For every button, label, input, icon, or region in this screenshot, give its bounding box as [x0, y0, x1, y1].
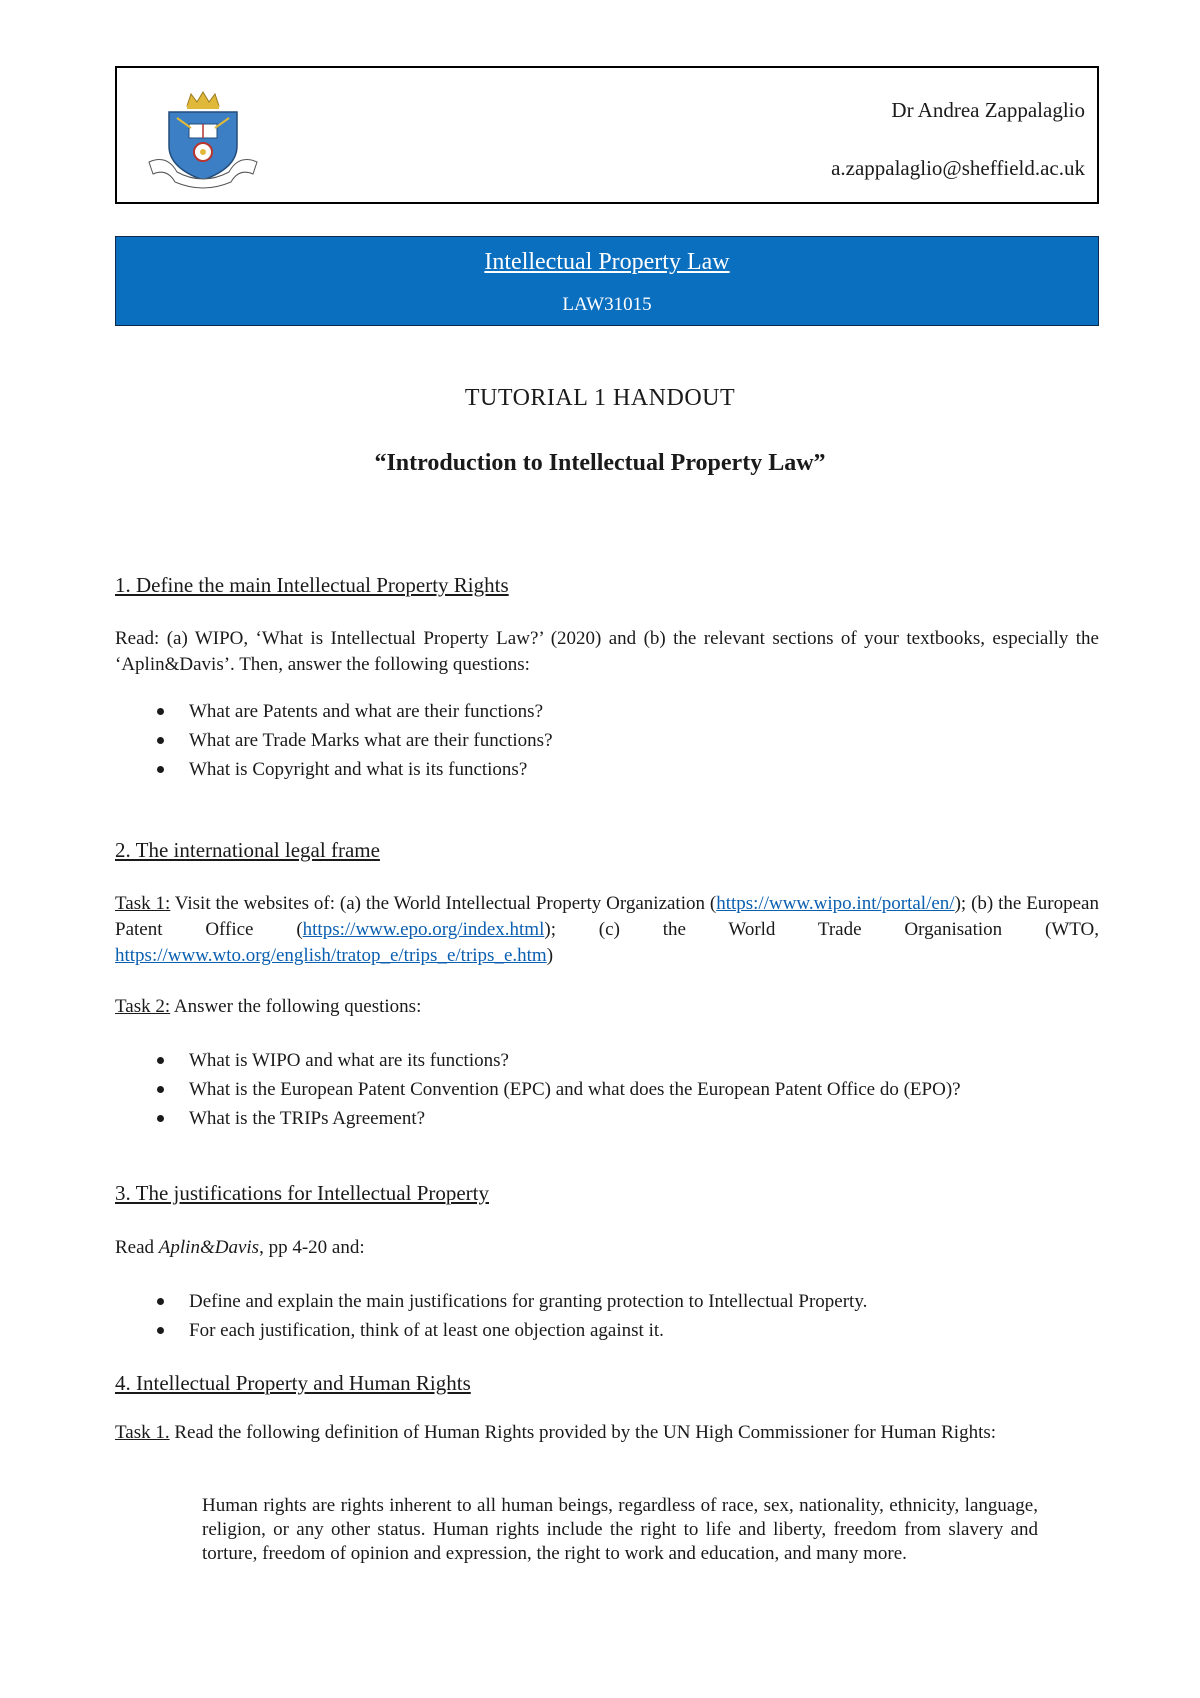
section-1-intro: Read: (a) WIPO, ‘What is Intellectual Property Law?’ (2020) and (b) the relevant sections of your textbooks, especially the ‘Aplin&Davis’. Then, answer the following questions:: [115, 628, 1099, 675]
task-label: Task 1.: [115, 1422, 170, 1443]
page-subtitle: “Introduction to Intellectual Property Law”: [374, 450, 826, 476]
page-title: TUTORIAL 1 HANDOUT: [464, 385, 736, 411]
list-item: What is the European Patent Convention (EPC) and what does the European Patent Office do (EPO)?: [115, 1075, 1099, 1104]
list-item: What are Trade Marks what are their functions?: [115, 726, 1099, 755]
task-label: Task 1:: [115, 893, 171, 914]
section-1-list: [115, 697, 1099, 784]
course-title: Intellectual Property Law: [484, 249, 730, 275]
list-item: What are Patents and what are their functions?: [115, 697, 1099, 726]
human-rights-quote: Human rights are rights inherent to all human beings, regardless of race, sex, nationality, ethnicity, language, religion, or any other status. Human rights include the right to life and liberty, freedom from slavery and torture, freedom of opinion and expression, the right to work and education, and many more.: [202, 1495, 1038, 1564]
section-2-task1: Task 1: Visit the websites of: (a) the World Intellectual Property Organization (https://www.wipo.int/portal/en/); (b) the European Patent Office (https://www.epo.org/index.html); (c) the World Trade Organisation (WTO, https://www.wto.org/english/tratop_e/trips_e/trips_e.htm): [115, 893, 1099, 966]
course-code: LAW31015: [562, 294, 652, 315]
author-email[interactable]: a.zappalaglio@sheffield.ac.uk: [831, 156, 1085, 180]
section-2-task2: Task 2: Answer the following questions:: [115, 996, 422, 1017]
section-3-intro: Read Aplin&Davis, pp 4-20 and:: [115, 1237, 365, 1258]
section-3-heading: 3. The justifications for Intellectual Property: [115, 1181, 490, 1205]
task-label: Task 2:: [115, 996, 171, 1017]
list-item: Define and explain the main justifications for granting protection to Intellectual Property.: [115, 1287, 1099, 1316]
list-item: For each justification, think of at least one objection against it.: [115, 1316, 1099, 1345]
section-2-heading: 2. The international legal frame: [115, 838, 380, 862]
epo-link[interactable]: https://www.epo.org/index.html: [302, 919, 545, 940]
list-item: What is Copyright and what is its functions?: [115, 755, 1099, 784]
list-item: What is WIPO and what are its functions?: [115, 1046, 1099, 1075]
section-2-list: [115, 1046, 1099, 1133]
header-box: [115, 66, 1099, 204]
section-4-heading: 4. Intellectual Property and Human Rights: [115, 1371, 471, 1395]
wto-link[interactable]: https://www.wto.org/english/tratop_e/trips_e/trips_e.htm: [115, 945, 547, 966]
author-name: Dr Andrea Zappalaglio: [891, 98, 1085, 122]
section-4-task1: Task 1. Read the following definition of Human Rights provided by the UN High Commissioner for Human Rights:: [115, 1422, 997, 1443]
book-title: Aplin&Davis: [158, 1237, 260, 1258]
course-banner: [115, 236, 1099, 326]
section-3-list: [115, 1287, 1099, 1345]
university-crest-icon: [147, 88, 259, 192]
wipo-link[interactable]: https://www.wipo.int/portal/en/: [716, 893, 955, 914]
list-item: What is the TRIPs Agreement?: [115, 1104, 1099, 1133]
section-1-heading: 1. Define the main Intellectual Property Rights: [115, 573, 509, 597]
